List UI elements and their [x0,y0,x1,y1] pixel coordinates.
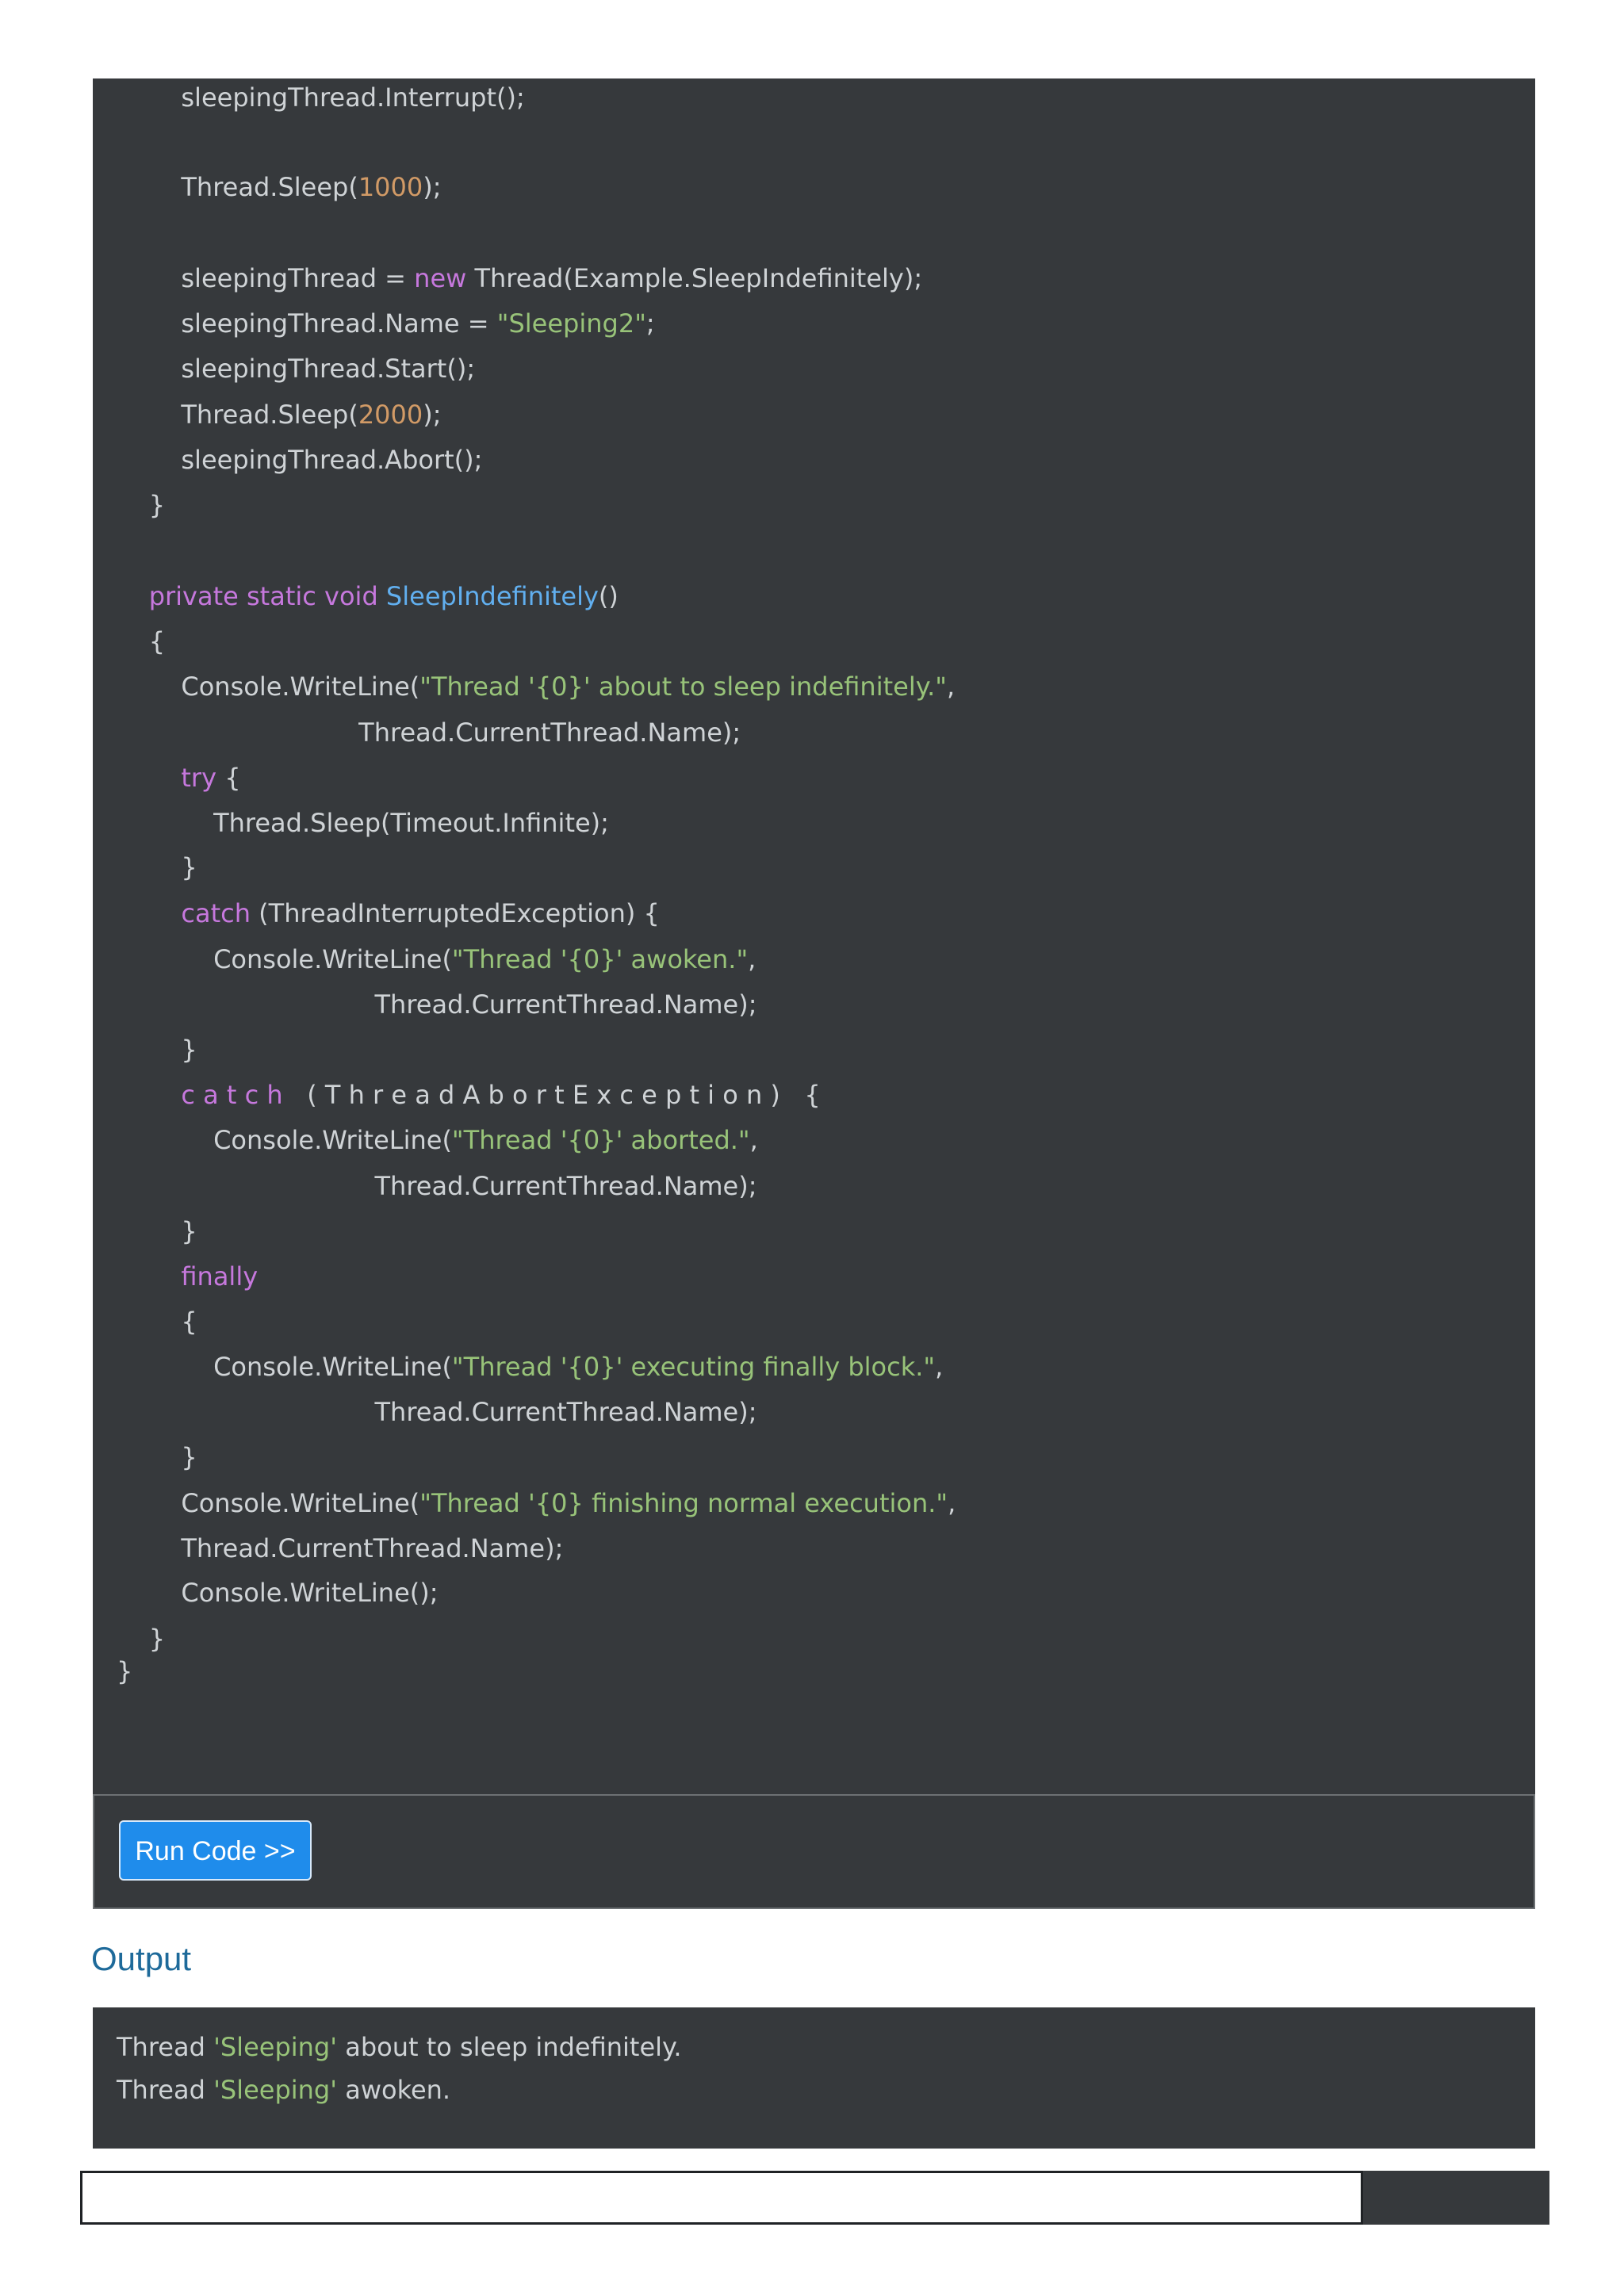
run-code-button[interactable]: Run Code >> [119,1820,312,1881]
code-token [117,898,181,928]
out-token: 'Sleeping' [213,2032,338,2062]
code-token: Thread.CurrentThread.Name); [117,1171,757,1201]
code-token: } [117,1656,133,1686]
code-token: "Thread '{0} finishing normal execution." [419,1488,948,1518]
code-line [117,1261,258,1292]
code-token: ; [645,308,655,339]
code-token: { [216,763,241,793]
footer-input-area[interactable] [80,2171,1363,2225]
out-token: Thread [117,2032,214,2062]
output-heading: Output [91,1940,192,1977]
code-line [117,353,475,385]
code-token: Thread(Example.SleepIndefinitely); [466,263,923,293]
code-line [117,626,165,657]
code-token: "Thread '{0}' about to sleep indefinitely." [419,672,947,702]
code-line [117,1079,821,1111]
code-token: sleepingThread.Start(); [117,354,476,384]
code-token: } [117,1035,197,1065]
code-line [117,1396,756,1428]
code-token: () [598,581,619,611]
code-token: Thread.CurrentThread.Name); [117,989,757,1020]
code-line [117,399,442,430]
code-token: , [748,944,756,974]
code-token: Console.WriteLine( [117,672,420,702]
code-token: , [749,1125,758,1155]
code-line [117,943,756,975]
code-token: try [181,763,217,793]
code-line [117,444,482,476]
code-token: Thread.Sleep(Timeout.Infinite); [117,808,609,838]
code-token: Console.WriteLine(); [117,1578,439,1608]
code-line [117,1623,165,1655]
code-line [117,762,241,794]
code-token: { [117,626,166,656]
code-line [117,1487,956,1519]
out-token: Thread [117,2075,214,2105]
code-token: } [117,1216,197,1246]
code-line [117,1215,197,1247]
code-token: (ThreadInterruptedException) { [251,898,660,928]
code-token: "Thread '{0}' aborted." [451,1125,750,1155]
code-token: , [946,672,956,702]
code-token: Console.WriteLine( [117,1488,420,1518]
code-line [117,1441,197,1473]
code-token: sleepingThread = [117,263,415,293]
output-panel [93,2007,1535,2149]
code-line [117,1655,132,1687]
code-token [117,763,181,793]
code-line [117,1170,756,1202]
code-line [117,989,756,1020]
code-token: ); [423,400,442,430]
out-token: 'Sleeping' [213,2075,338,2105]
code-line [117,897,660,929]
code-token: Thread.CurrentThread.Name); [117,1533,564,1563]
code-token: "Sleeping2" [496,308,646,339]
code-token: } [117,1442,197,1472]
out-token: awoken. [337,2075,451,2105]
code-token: { [117,1307,197,1337]
out-token: about to sleep indefinitely. [337,2032,682,2062]
code-line [117,717,741,748]
code-token: 1000 [358,172,423,202]
code-token [117,1080,181,1110]
code-token: , [935,1352,944,1382]
code-token: "Thread '{0}' executing finally block." [451,1352,936,1382]
code-token: c a t c h [181,1080,283,1110]
code-line [117,1533,563,1564]
code-token: ); [423,172,442,202]
code-line [117,82,525,113]
code-line [117,580,619,612]
code-line [117,1034,197,1066]
code-token: new [414,263,467,293]
code-line [117,308,655,339]
code-line [117,1306,197,1337]
out-line [117,2074,450,2106]
code-token: Console.WriteLine( [117,944,452,974]
code-token: sleepingThread.Abort(); [117,445,483,475]
code-line [117,1577,439,1609]
code-line [117,851,197,883]
code-token: Thread.Sleep( [117,172,358,202]
code-token: SleepIndefinitely [385,581,599,611]
code-token: Console.WriteLine( [117,1352,452,1382]
code-line [117,1351,943,1383]
code-token: Thread.Sleep( [117,400,358,430]
code-line [117,262,922,294]
code-token [117,1261,181,1292]
code-token: } [117,1624,166,1654]
out-line [117,2031,682,2063]
code-line [117,489,165,521]
code-token: } [117,852,197,882]
code-token: ( T h r e a d A b o r t E x c e p t i o n ) { [282,1080,821,1110]
code-line [117,671,955,702]
code-editor-panel[interactable] [93,78,1535,1794]
code-token: sleepingThread.Interrupt(); [117,82,525,113]
code-token: catch [181,898,251,928]
code-token: finally [181,1261,259,1292]
code-token: Thread.CurrentThread.Name); [117,718,741,748]
code-token: private static void [117,581,386,611]
code-token: 2000 [358,400,423,430]
code-token: , [948,1488,956,1518]
code-token: "Thread '{0}' awoken." [451,944,749,974]
code-token: Thread.CurrentThread.Name); [117,1397,757,1427]
code-line [117,807,609,839]
code-token: sleepingThread.Name = [117,308,497,339]
code-token: Console.WriteLine( [117,1125,452,1155]
code-token: } [117,490,166,520]
code-line [117,171,442,203]
footer-dark-block [1363,2171,1549,2225]
code-line [117,1124,758,1156]
